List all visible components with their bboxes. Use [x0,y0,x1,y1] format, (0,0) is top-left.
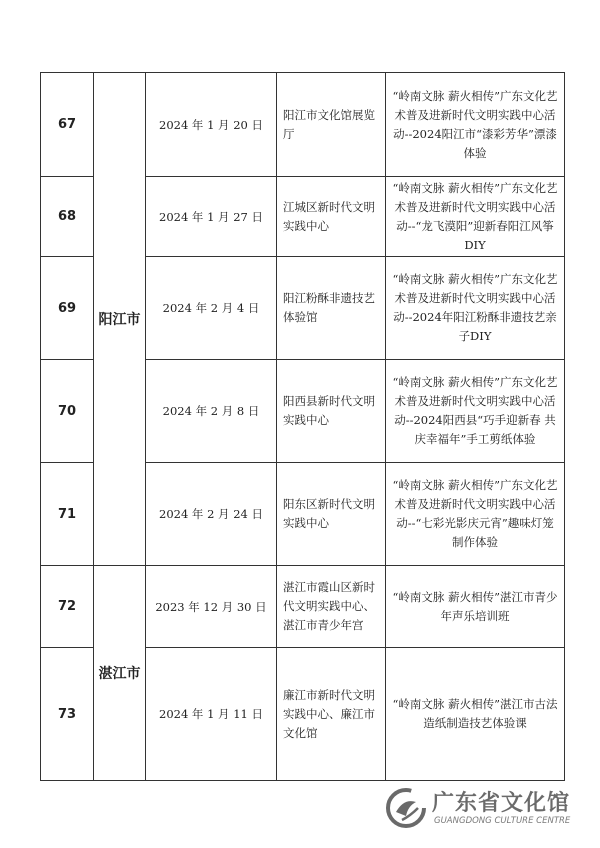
culture-centre-emblem-icon [384,786,428,830]
venue-cell: 廉江市新时代文明实践中心、廉江市文化馆 [277,648,386,781]
date-cell: 2024 年 2 月 8 日 [146,360,277,463]
event-cell: “岭南文脉 薪火相传”广东文化艺术普及进新时代文明实践中心活动--“龙飞漠阳”迎新春阳江风筝DIY [386,177,565,257]
row-number: 69 [41,257,94,360]
row-number: 67 [41,73,94,177]
date-cell: 2024 年 1 月 27 日 [146,177,277,257]
venue-cell: 阳江市文化馆展览厅 [277,73,386,177]
venue-cell: 江城区新时代文明实践中心 [277,177,386,257]
row-number: 71 [41,463,94,566]
row-number: 73 [41,648,94,781]
logo-name-cn: 广东省文化馆 [432,790,571,816]
date-cell: 2024 年 1 月 11 日 [146,648,277,781]
guangdong-culture-centre-logo [384,784,584,834]
venue-cell: 阳西县新时代文明实践中心 [277,360,386,463]
venue-cell: 阳东区新时代文明实践中心 [277,463,386,566]
table-row [41,566,565,648]
event-cell: “岭南文脉 薪火相传”广东文化艺术普及进新时代文明实践中心活动--“七彩光影庆元宵”趣味灯笼制作体验 [386,463,565,566]
date-cell: 2024 年 1 月 20 日 [146,73,277,177]
date-cell: 2023 年 12 月 30 日 [146,566,277,648]
city-cell-zhanjiang: 湛江市 [94,566,146,781]
date-cell: 2024 年 2 月 4 日 [146,257,277,360]
row-number: 68 [41,177,94,257]
venue-cell: 湛江市霞山区新时代文明实践中心、湛江市青少年宫 [277,566,386,648]
row-number: 72 [41,566,94,648]
venue-cell: 阳江粉酥非遗技艺体验馆 [277,257,386,360]
event-cell: “岭南文脉 薪火相传”广东文化艺术普及进新时代文明实践中心活动--2024年阳江粉酥非遗技艺亲子DIY [386,257,565,360]
city-cell-yangjiang: 阳江市 [94,73,146,566]
row-number: 70 [41,360,94,463]
activity-table [40,72,565,781]
logo-name-en: GUANGDONG CULTURE CENTRE [434,816,571,826]
date-cell: 2024 年 2 月 24 日 [146,463,277,566]
event-cell: “岭南文脉 薪火相传”湛江市青少年声乐培训班 [386,566,565,648]
event-cell: “岭南文脉 薪火相传”湛江市古法造纸制造技艺体验课 [386,648,565,781]
event-cell: “岭南文脉 薪火相传”广东文化艺术普及进新时代文明实践中心活动--2024阳西县“巧手迎新春 共庆幸福年”手工剪纸体验 [386,360,565,463]
table-row [41,73,565,177]
event-cell: “岭南文脉 薪火相传”广东文化艺术普及进新时代文明实践中心活动--2024阳江市“漆彩芳华”漂漆体验 [386,73,565,177]
